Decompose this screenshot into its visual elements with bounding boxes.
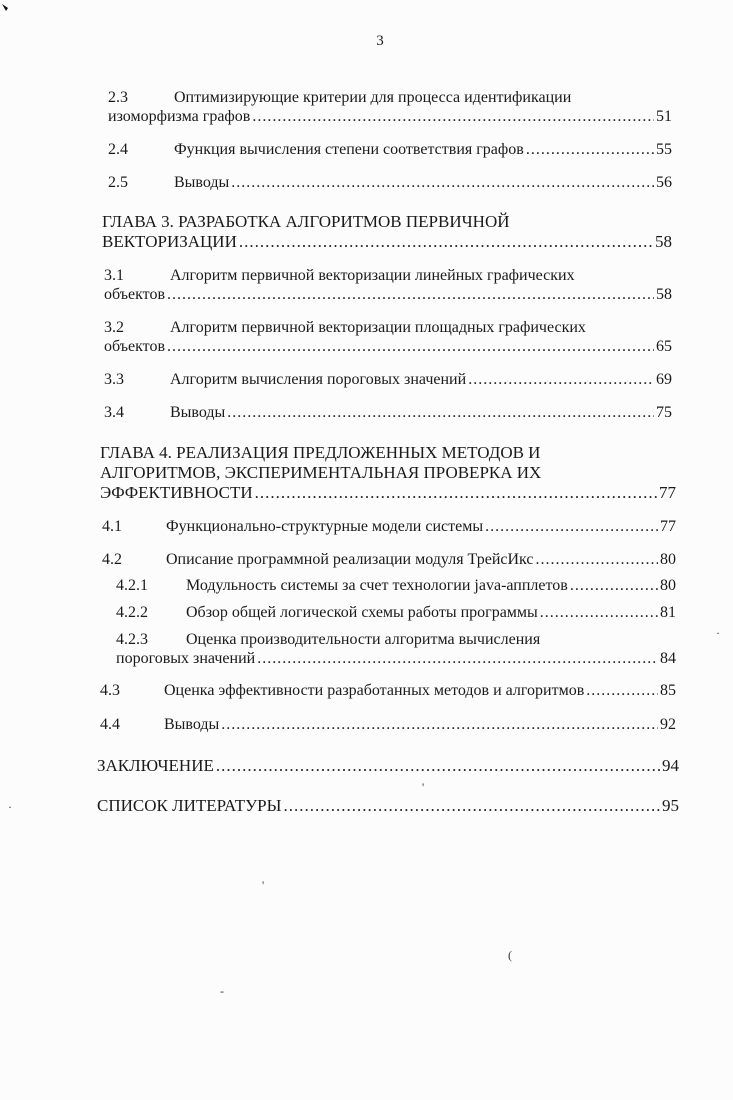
leader-dots: [221, 715, 658, 735]
toc-entry-3-2[interactable]: [104, 318, 680, 338]
section-number: 4.2: [102, 551, 122, 568]
chapter-title: ГЛАВА 4. РЕАЛИЗАЦИЯ ПРЕДЛОЖЕННЫХ МЕТОДОВ И: [100, 443, 541, 462]
leader-dots: [570, 576, 658, 596]
section-title: Алгоритм вычисления пороговых значений: [170, 371, 467, 388]
page-ref: 80: [660, 577, 676, 594]
toc-chapter-4-continued[interactable]: [100, 483, 676, 503]
page-ref: 51: [656, 108, 672, 125]
section-title: Модульность системы за счет технологии java-апплетов: [186, 577, 568, 594]
section-title: Выводы: [174, 174, 230, 191]
toc-entry-3-2-continued[interactable]: [104, 337, 672, 357]
page-number: 3: [376, 33, 384, 49]
toc-entry-2-3-continued[interactable]: [108, 107, 672, 127]
leader-dots: [167, 337, 654, 357]
section-number: 2.5: [108, 174, 128, 191]
toc-entry-4-2[interactable]: [102, 550, 676, 570]
section-title: Обзор общей логической схемы работы программы: [186, 604, 538, 621]
page-ref: 85: [660, 682, 676, 699]
section-number: 4.4: [100, 716, 120, 733]
scan-speck-icon: ·: [8, 800, 12, 814]
section-title: Выводы: [164, 716, 220, 733]
section-number: 3.4: [104, 404, 124, 421]
toc-entry-3-4[interactable]: [104, 403, 672, 423]
section-number: 4.3: [100, 682, 120, 699]
page-ref: 75: [656, 404, 672, 421]
page-ref: 58: [655, 232, 672, 251]
scan-speck-icon: -: [220, 984, 224, 998]
toc-entry-2-3[interactable]: [108, 88, 680, 108]
section-number: 3.2: [104, 319, 124, 336]
leader-dots: [255, 483, 657, 503]
toc-entry-4-2-2[interactable]: [116, 603, 676, 623]
section-number: 4.2.3: [116, 631, 148, 648]
section-title: Оценка эффективности разработанных методов и алгоритмов: [164, 682, 585, 699]
scan-speck-icon: (: [508, 948, 512, 962]
toc-chapter-4-line2[interactable]: [100, 463, 684, 483]
leader-dots: [586, 681, 658, 701]
section-title: Описание программной реализации модуля ТрейсИкс: [166, 551, 534, 568]
section-title: изоморфизма графов: [108, 108, 251, 125]
page-ref: 94: [662, 756, 679, 775]
toc-entry-4-1[interactable]: [102, 517, 676, 537]
leader-dots: [468, 370, 654, 390]
toc-entry-4-2-3[interactable]: [116, 630, 676, 650]
toc-entry-4-4[interactable]: [100, 715, 676, 735]
toc-entry-4-3[interactable]: [100, 681, 676, 701]
section-title: Функционально-структурные модели системы: [166, 518, 484, 535]
section-title: пороговых значений: [116, 650, 256, 667]
toc-conclusion[interactable]: [97, 756, 679, 776]
page-ref: 84: [660, 650, 676, 667]
toc-entry-2-4[interactable]: [108, 140, 672, 160]
leader-dots: [231, 173, 654, 193]
section-title: ЗАКЛЮЧЕНИЕ: [97, 756, 214, 775]
toc-entry-4-2-1[interactable]: [116, 576, 676, 596]
page-ref: 92: [660, 716, 676, 733]
leader-dots: [239, 232, 653, 252]
leader-dots: [216, 756, 660, 776]
page-ref: 58: [656, 286, 672, 303]
leader-dots: [252, 107, 654, 127]
page-ref: 55: [656, 141, 672, 158]
leader-dots: [227, 403, 654, 423]
scan-mark-icon: [0, 0, 12, 14]
section-number: 3.1: [104, 267, 124, 284]
page-ref: 81: [660, 604, 676, 621]
section-title: Оценка производительности алгоритма вычисления: [186, 631, 541, 648]
section-title: объектов: [104, 286, 166, 303]
page-ref: 80: [660, 551, 676, 568]
section-title: Выводы: [170, 404, 226, 421]
leader-dots: [485, 517, 658, 537]
leader-dots: [526, 140, 654, 160]
section-number: 2.3: [108, 89, 128, 106]
section-title: Алгоритм первичной векторизации площадных графических: [170, 319, 586, 336]
leader-dots: [167, 285, 654, 305]
section-number: 2.4: [108, 141, 128, 158]
page-ref: 69: [656, 371, 672, 388]
toc-chapter-4[interactable]: [100, 443, 684, 463]
section-title: Функция вычисления степени соответствия графов: [174, 141, 524, 158]
toc-bibliography[interactable]: [97, 796, 679, 816]
section-title: Алгоритм первичной векторизации линейных графических: [170, 267, 575, 284]
section-number: 3.3: [104, 371, 124, 388]
section-title: СПИСОК ЛИТЕРАТУРЫ: [97, 796, 282, 815]
section-title: Оптимизирующие критерии для процесса идентификации: [174, 89, 572, 106]
toc-chapter-3[interactable]: [102, 212, 682, 232]
page-ref: 77: [660, 518, 676, 535]
leader-dots: [540, 603, 658, 623]
leader-dots: [283, 796, 660, 816]
toc-entry-3-3[interactable]: [104, 370, 672, 390]
chapter-title: ЭФФЕКТИВНОСТИ: [100, 483, 253, 502]
scan-speck-icon: ·: [716, 626, 720, 640]
leader-dots: [536, 550, 658, 570]
page-ref: 56: [656, 174, 672, 191]
scan-speck-icon: ': [422, 780, 425, 794]
chapter-title: ГЛАВА 3. РАЗРАБОТКА АЛГОРИТМОВ ПЕРВИЧНОЙ: [102, 212, 510, 231]
section-number: 4.1: [102, 518, 122, 535]
toc-entry-3-1-continued[interactable]: [104, 285, 672, 305]
toc-entry-3-1[interactable]: [104, 266, 680, 286]
leader-dots: [257, 649, 658, 669]
toc-chapter-3-continued[interactable]: [102, 232, 672, 252]
scan-speck-icon: ': [262, 878, 265, 892]
page-ref: 95: [662, 796, 679, 815]
toc-entry-2-5[interactable]: [108, 173, 672, 193]
page-ref: 65: [656, 338, 672, 355]
section-number: 4.2.1: [116, 577, 148, 594]
chapter-title: ВЕКТОРИЗАЦИИ: [102, 232, 237, 251]
section-number: 4.2.2: [116, 604, 148, 621]
toc-entry-4-2-3-continued[interactable]: [116, 649, 676, 669]
page-ref: 77: [659, 483, 676, 502]
chapter-title: АЛГОРИТМОВ, ЭКСПЕРИМЕНТАЛЬНАЯ ПРОВЕРКА ИХ: [100, 463, 542, 482]
section-title: объектов: [104, 338, 166, 355]
